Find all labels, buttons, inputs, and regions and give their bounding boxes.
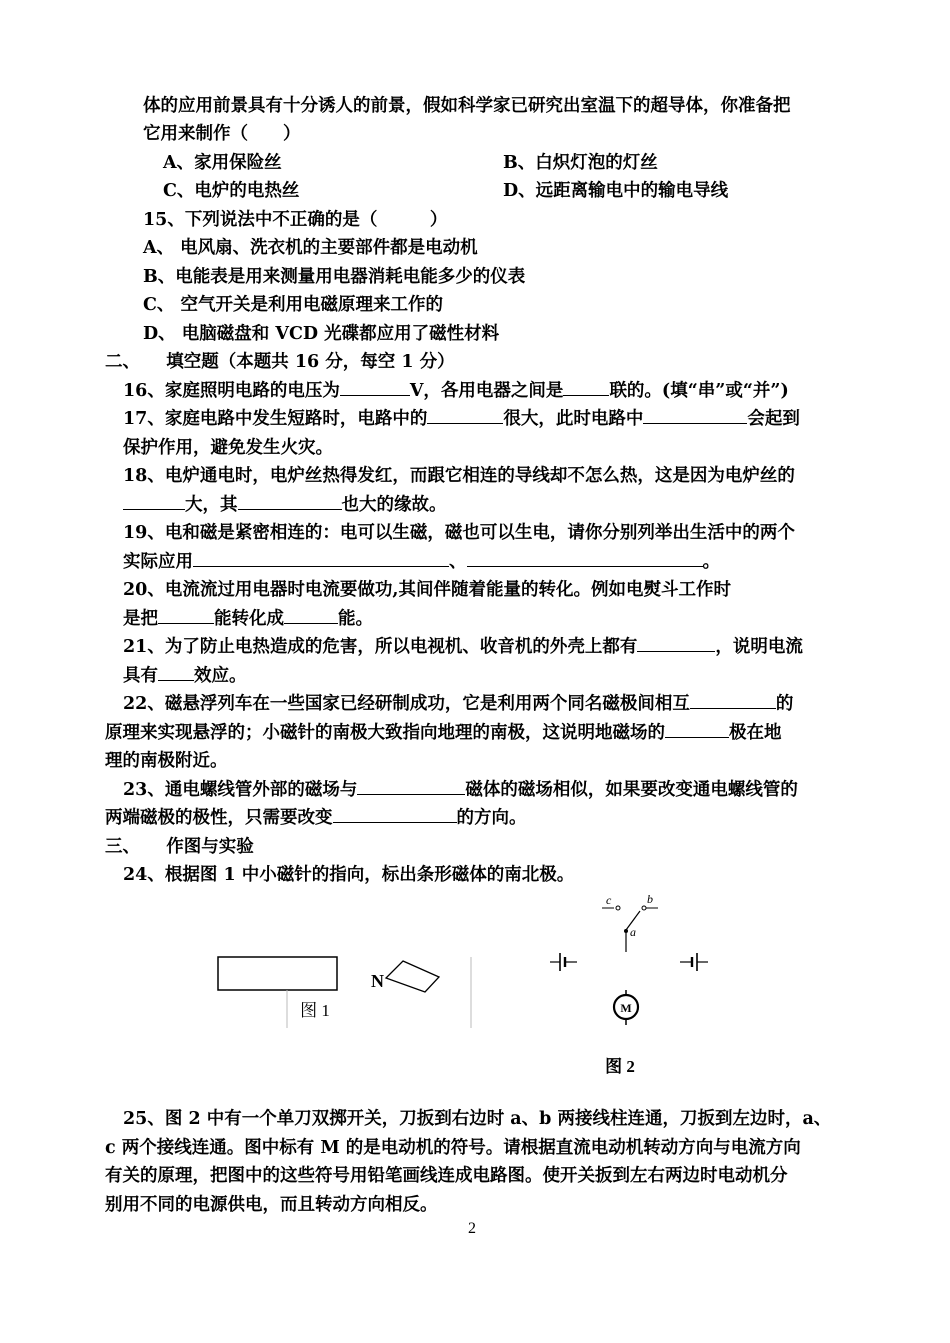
q25-line1: 25、图 2 中有一个单刀双掷开关，刀扳到右边时 a、b 两接线柱连通，刀扳到左边时，a、	[123, 1109, 832, 1129]
q19-text-a: 实际应用	[123, 552, 193, 572]
q16-blank-1[interactable]	[340, 377, 410, 396]
motor-symbol	[614, 990, 638, 1025]
q25-line3: 有关的原理，把图中的这些符号用铅笔画线连成电路图。使开关扳到左右两边时电动机分	[105, 1166, 788, 1186]
q19-line2	[123, 548, 720, 576]
battery-left	[550, 953, 577, 971]
spdt-switch	[602, 892, 658, 952]
q22-line1	[123, 690, 793, 718]
q23-line1	[123, 776, 798, 804]
q14-option-a: A、家用保险丝	[163, 153, 282, 173]
label-a: a	[630, 925, 636, 939]
battery-right	[680, 953, 708, 971]
q20-line2	[123, 605, 373, 633]
q22-blank-2[interactable]	[665, 719, 729, 738]
q25-line2: c 两个接线连通。图中标有 M 的是电动机的符号。请根据直流电动机转动方向与电流方向	[105, 1138, 801, 1158]
q23-text-a: 23、通电螺线管外部的磁场与	[123, 780, 358, 800]
q21-line2	[123, 662, 247, 690]
q19-text-b: 、	[449, 552, 467, 572]
q15-option-a: A、 电风扇、洗衣机的主要部件都是电动机	[143, 238, 478, 258]
q22-text-d: 极在地	[729, 723, 782, 743]
q18-blank-2[interactable]	[238, 491, 342, 510]
q22-text-a: 22、磁悬浮列车在一些国家已经研制成功，它是利用两个同名磁极间相互	[123, 694, 690, 714]
q24-stem: 24、根据图 1 中小磁针的指向，标出条形磁体的南北极。	[123, 865, 575, 885]
q21-line1	[123, 633, 803, 661]
q16	[123, 377, 789, 405]
q19-text-c: 。	[702, 552, 720, 572]
q22-blank-1[interactable]	[690, 690, 776, 709]
q20-line1: 20、电流流过用电器时电流要做功,其间伴随着能量的转化。例如电熨斗工作时	[123, 580, 731, 600]
q14-option-c: C、电炉的电热丝	[163, 181, 300, 201]
bar-magnet	[218, 957, 337, 990]
q25-line4: 别用不同的电源供电，而且转动方向相反。	[105, 1195, 438, 1215]
q21-text-d: 效应。	[194, 666, 247, 686]
section-2-heading: 二、 填空题（本题共 16 分，每空 1 分）	[105, 352, 455, 372]
q16-text-a: 16、家庭照明电路的电压为	[123, 381, 340, 401]
motor-label: M	[620, 1001, 632, 1015]
q19-blank-2[interactable]	[467, 548, 703, 567]
q20-blank-2[interactable]	[284, 605, 338, 624]
q20-text-c: 能。	[338, 609, 373, 629]
terminal-a	[624, 929, 628, 933]
q23-blank-1[interactable]	[357, 776, 465, 795]
label-c: c	[606, 893, 612, 907]
q14-option-d: D、远距离输电中的输电导线	[503, 181, 729, 201]
figure-1	[200, 940, 490, 1035]
q15-stem: 15、下列说法中不正确的是（ ）	[143, 210, 448, 230]
q23-text-b: 磁体的磁场相似，如果要改变通电螺线管的	[465, 780, 798, 800]
q17-text-c: 会起到	[747, 409, 800, 429]
section-3-heading: 三、 作图与实验	[105, 837, 254, 857]
q21-text-c: 具有	[123, 666, 158, 686]
compass-needle	[386, 961, 439, 992]
q17-blank-2[interactable]	[643, 405, 747, 424]
q18-text-c: 也大的缘故。	[341, 495, 447, 515]
q19-blank-1[interactable]	[193, 548, 449, 567]
q22-text-c: 原理来实现悬浮的；小磁针的南极大致指向地理的南极，这说明地磁场的	[105, 723, 665, 743]
q14-line1: 体的应用前景具有十分诱人的前景，假如科学家已研究出室温下的超导体，你准备把	[143, 96, 791, 116]
q23-text-d: 的方向。	[456, 808, 527, 828]
q23-text-c: 两端磁极的极性，只需要改变	[105, 808, 333, 828]
q21-blank-2[interactable]	[158, 662, 194, 681]
figure-1-caption: 图 1	[300, 1001, 330, 1020]
q15-option-c: C、 空气开关是利用电磁原理来工作的	[143, 295, 444, 315]
q22-text-b: 的	[775, 694, 794, 714]
q20-text-b: 能转化成	[214, 609, 284, 629]
q16-text-b: V，各用电器之间是	[409, 381, 564, 401]
figure-2	[540, 890, 720, 1080]
q22-line2	[105, 719, 782, 747]
q20-text-a: 是把	[123, 609, 158, 629]
q18-line2	[123, 491, 447, 519]
figure-2-caption: 图 2	[605, 1057, 635, 1076]
needle-n-label: N	[371, 971, 384, 991]
q23-line2	[105, 804, 527, 832]
q16-blank-2[interactable]	[563, 377, 609, 396]
q17-blank-1[interactable]	[427, 405, 503, 424]
q15-option-d: D、 电脑磁盘和 VCD 光碟都应用了磁性材料	[143, 324, 500, 344]
q17-line2: 保护作用，避免发生火灾。	[123, 438, 333, 458]
q21-text-b: ，说明电流	[715, 637, 803, 657]
q21-blank-1[interactable]	[637, 633, 715, 652]
q14-option-b: B、白炽灯泡的灯丝	[503, 153, 658, 173]
q18-text-b: 大，其	[185, 495, 238, 515]
q21-text-a: 21、为了防止电热造成的危害，所以电视机、收音机的外壳上都有	[123, 637, 638, 657]
q20-blank-1[interactable]	[158, 605, 214, 624]
q17-line1	[123, 405, 800, 433]
q14-line2: 它用来制作（ ）	[143, 124, 301, 144]
q18-blank-1[interactable]	[123, 491, 185, 510]
terminal-b	[642, 906, 646, 910]
q16-text-c: 联的。(填“串”或“并”)	[609, 381, 789, 401]
page-number: 2	[468, 1220, 476, 1237]
q17-text-a: 17、家庭电路中发生短路时，电路中的	[123, 409, 428, 429]
q19-line1: 19、电和磁是紧密相连的：电可以生磁，磁也可以生电，请你分别列举出生活中的两个	[123, 523, 795, 543]
q17-text-b: 很大，此时电路中	[503, 409, 644, 429]
label-b: b	[647, 892, 653, 906]
q23-blank-2[interactable]	[333, 804, 457, 823]
q18-line1: 18、电炉通电时，电炉丝热得发红，而跟它相连的导线却不怎么热，这是因为电炉丝的	[123, 466, 795, 486]
q22-line3: 理的南极附近。	[105, 751, 228, 771]
terminal-c	[616, 906, 620, 910]
q15-option-b: B、电能表是用来测量用电器消耗电能多少的仪表	[143, 267, 526, 287]
